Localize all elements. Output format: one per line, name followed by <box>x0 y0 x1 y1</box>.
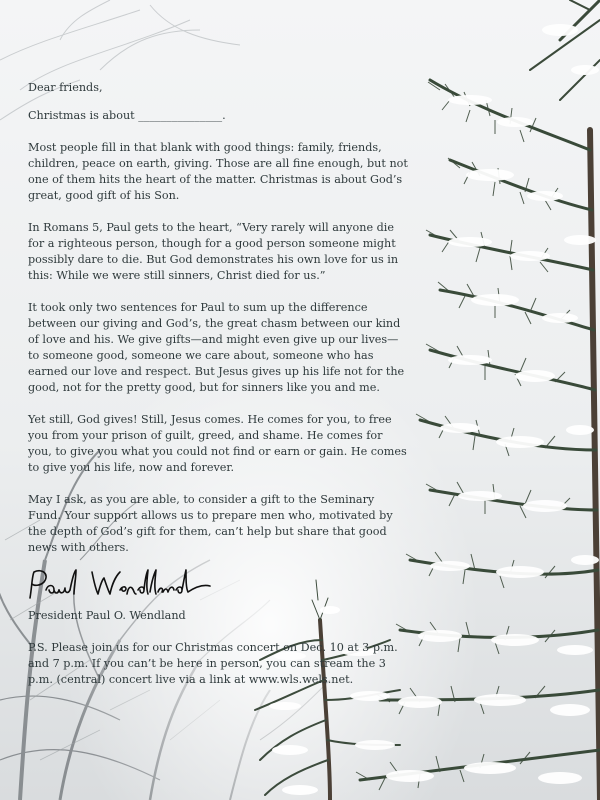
handwritten-signature <box>24 566 408 606</box>
paragraph-christmas-is-about: Christmas is about _______________. <box>28 109 226 122</box>
postscript: P.S. Please join us for our Christmas concert on Dec. 10 at 3 p.m. and 7 p.m. If you can’t be here in person, you can stream the 3 p.m. (central) concert live via a link at www.wls.wels.net. <box>28 641 398 686</box>
greeting: Dear friends, <box>28 81 103 94</box>
paragraph-fill-in-blank: Most people fill in that blank with good things: family, friends, children, peace on earth, giving. Those are all fine enough, but not one of them hits the heart of the matter. Christmas is about God’s great, good gift of his Son. <box>28 141 408 202</box>
paragraph-seminary-fund: May I ask, as you are able, to consider a gift to the Seminary Fund. Your support allows us to prepare men who, motivated by the depth of God’s gift for them, can’t help but share that good news with others. <box>28 493 393 554</box>
letter-body <box>28 80 408 704</box>
paragraph-romans-5: In Romans 5, Paul gets to the heart, “Very rarely will anyone die for a righteous person, though for a good person someone might possibly dare to die. But God demonstrates his own love for us in this: While we were still sinners, Christ died for us.” <box>28 221 399 282</box>
paragraph-two-sentences: It took only two sentences for Paul to sum up the difference between our giving and God’s, the great chasm between our kind of love and his. We give gifts—and might even give up our lives—to someone good, someone we care about, someone who has earned our love and respect. But Jesus gives up his life not for the good, not for the pretty good, but for sinners like you and me. <box>28 301 405 394</box>
signer-name: President Paul O. Wendland <box>28 609 186 622</box>
paragraph-god-gives: Yet still, God gives! Still, Jesus comes. He comes for you, to free you from your prison of guilt, greed, and shame. He comes for you, to give you what you could not find or earn or gain. He comes to give you his life, now and forever. <box>28 413 407 474</box>
